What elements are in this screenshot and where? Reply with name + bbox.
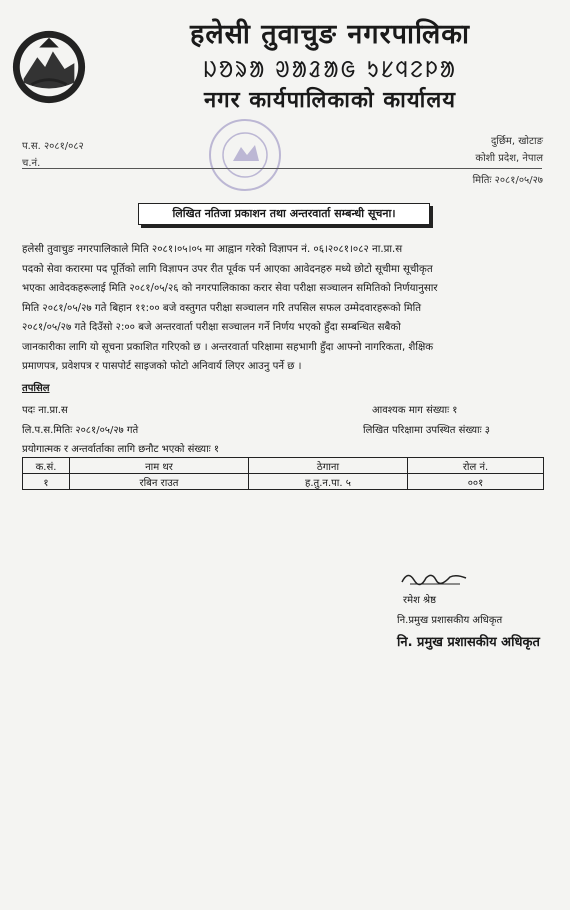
table-cell: ह.तु.न.पा. ५: [249, 474, 408, 490]
signer-designation: नि.प्रमुख प्रशासकीय अधिकृत: [397, 615, 503, 626]
table-row: [23, 474, 544, 490]
office-stamp-icon: [205, 115, 285, 195]
table-cell: १: [23, 474, 70, 490]
body-line: हलेसी तुवाचुङ नगरपालिकाले मिति २०८१।०५।०५ मा आह्वान गरेको विज्ञापन नं. ०६।२०८१।०८२ ना.प्रा.स: [22, 244, 403, 255]
office-location: दुर्छिम, खोटाङ: [490, 136, 543, 147]
exam-date: लि.प.स.मितिः २०८१/०५/२७ गते: [22, 425, 139, 436]
tapasil-heading: तपसिल: [22, 383, 50, 394]
notice-date: मितिः २०८१/०५/२७: [472, 175, 543, 186]
body-line: भएका आवेदकहरूलाई मिति २०८१/०५/२६ को नगरपालिकाका करार सेवा परीक्षा सञ्चालन समितिको निर्णयानुसार: [22, 283, 438, 294]
dispatch-number: च.नं.: [22, 158, 41, 169]
table-header-row: [23, 458, 544, 474]
table-cell: रबिन राउत: [70, 474, 249, 490]
post-label: पदः ना.प्रा.स: [22, 405, 68, 416]
body-line: प्रमाणपत्र, प्रवेशपत्र र पासपोर्ट साइजको फोटो अनिवार्य लिएर आउनु पर्ने छ ।: [22, 361, 302, 372]
body-line: मिति २०८१/०५/२७ गते बिहान ११:०० बजे वस्तुगत परीक्षा सञ्चालन गरि तपसिल सफल उम्मेदवारहरूको मिति: [22, 302, 422, 314]
header-divider: [22, 168, 542, 169]
municipality-title: हलेसी तुवाचुङ नगरपालिका: [189, 19, 470, 50]
result-table: [22, 457, 544, 490]
notice-title: लिखित नतिजा प्रकाशन तथा अन्तरवार्ता सम्बन्धी सूचना।: [138, 203, 430, 225]
written-present-count: लिखित परिक्षामा उपस्थित संख्याः ३: [363, 425, 490, 436]
body-line: पदको सेवा करारमा पद पूर्तिको लागि विज्ञापन उपर रीत पूर्वक पर्न आएका आवेदनहरु मध्ये छोटो सूचीमा सूचीकृत: [22, 263, 433, 275]
body-line: जानकारीका लागि यो सूचना प्रकाशित गरिएको छ । अन्तरवार्ता परिक्षामा सहभागी हुँदा आफ्नो नागरिकता, शैक्षिक: [22, 341, 434, 353]
designation-stamp: नि. प्रमुख प्रशासकीय अधिकृत: [397, 635, 540, 650]
column-header: रोल नं.: [408, 458, 544, 474]
reference-number: प.स. २०८१/०८२: [22, 141, 84, 152]
required-count: आवश्यक माग संख्याः १: [372, 405, 458, 416]
body-line: २०८१/०५/२७ गते दिउँसो २:०० बजे अन्तरवार्ता परीक्षा सञ्चालन गर्ने निर्णय भएको हुँदा सम्बन्धित सबैको: [22, 322, 401, 333]
signature-icon: [400, 568, 470, 588]
column-header: क.सं.: [23, 458, 70, 474]
table-cell: ००१: [408, 474, 544, 490]
shortlisted-count: प्रयोगात्मक र अन्तर्वार्ताका लागि छनौट भएको संख्याः १: [22, 444, 220, 455]
local-script-title: ᱡᱚᱨᱟ ᱣᱟᱲᱟᱜ ᱩᱥᱧᱮᱞᱟ: [203, 58, 457, 83]
signer-name: रमेश श्रेष्ठ: [403, 595, 437, 606]
column-header: ठेगाना: [249, 458, 408, 474]
nepal-emblem-icon: [10, 28, 88, 106]
office-title: नगर कार्यपालिकाको कार्यालय: [204, 87, 456, 113]
office-province: कोशी प्रदेश, नेपाल: [475, 153, 543, 164]
notice-body: [22, 240, 542, 377]
column-header: नाम थर: [70, 458, 249, 474]
